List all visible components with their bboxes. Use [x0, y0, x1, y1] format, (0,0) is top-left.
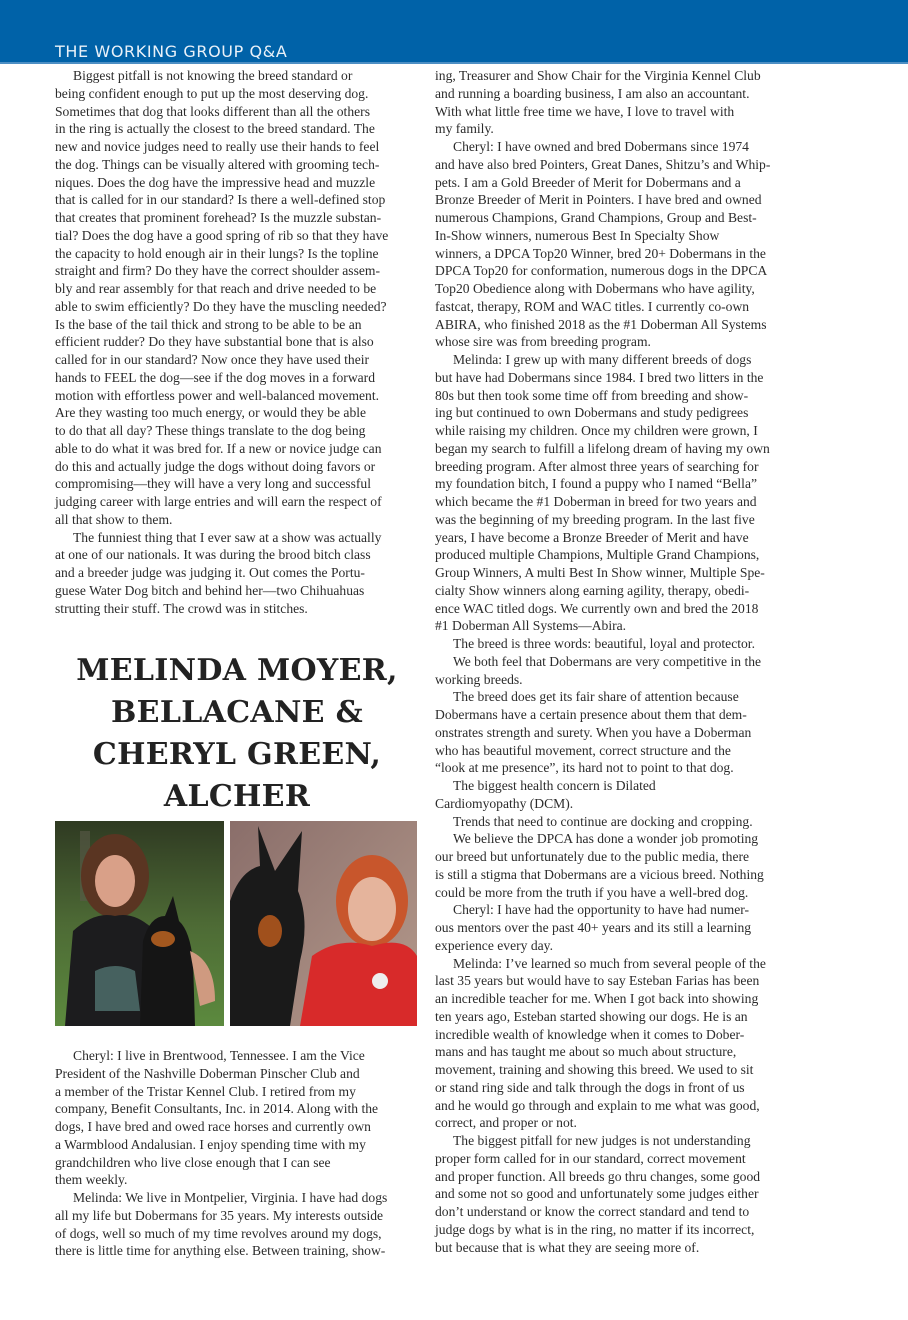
- paragraph: [435, 777, 799, 813]
- text-line: called for in our standard? Now once they have used their: [55, 352, 370, 367]
- text-line: that is called for in our standard? Is there a well-defined stop: [55, 192, 386, 208]
- text-line: ous mentors over the past 40+ years and its still a learning: [435, 920, 752, 935]
- article-headline: [55, 650, 419, 818]
- text-line: efficient rudder? Do they have substantial bone that is also: [55, 334, 374, 350]
- headline-line: BELLACANE &: [111, 695, 363, 730]
- photo-cheryl-green: [230, 821, 417, 1026]
- text-line: fastcat, therapy, ROM and WAC titles. I currently co-own: [435, 298, 750, 314]
- text-line: experience every day.: [435, 937, 553, 953]
- paragraph: [435, 635, 799, 653]
- text-line: winners, a DPCA Top20 Winner, bred 20+ Dobermans in the: [435, 245, 766, 261]
- text-line: a member of the Tristar Kennel Club. I retired from my: [55, 1083, 356, 1099]
- text-line: there is little time for anything else. Between training, show-: [55, 1243, 386, 1259]
- paragraph: [435, 653, 799, 689]
- text-line: Is the base of the tail thick and strong to be able to be an: [55, 316, 362, 332]
- text-line: a Warmblood Andalusian. I enjoy spending time with my: [55, 1136, 366, 1152]
- text-line: which became the #1 Doberman in breed for two years and: [435, 494, 757, 509]
- text-line: tial? Does the dog have a good spring of rib so that they have: [55, 227, 389, 243]
- text-line: ence WAC titled dogs. We currently own and bred the 2018: [435, 600, 759, 616]
- text-line: began my search to fulfill a lifelong dream of having my own: [435, 440, 770, 456]
- text-line: ten years ago, Esteban started showing our dogs. He is an: [435, 1008, 748, 1024]
- paragraph: [435, 688, 799, 777]
- text-line: breeding program. After almost three years of searching for: [435, 458, 759, 474]
- text-line: Sometimes that dog that looks different than all the others: [55, 103, 370, 119]
- text-line: mans and has taught me about so much about structure,: [435, 1044, 737, 1060]
- text-line: being confident enough to put up the most deserving dog.: [55, 85, 369, 101]
- text-line: proper form called for in our standard, correct movement: [435, 1150, 746, 1166]
- paragraph: [435, 351, 799, 635]
- text-line: “look at me presence”, its hard not to point to that dog.: [435, 760, 734, 776]
- text-line: Are they wasting too much energy, or would they be able: [55, 405, 367, 421]
- paragraph: [55, 1047, 419, 1189]
- text-line: motion with effortless power and well-balanced movement.: [55, 387, 380, 403]
- text-line: and running a boarding business, I am also an accountant.: [435, 85, 750, 101]
- text-line: incredible wealth of knowledge when it comes to Dober-: [435, 1026, 745, 1042]
- paragraph: [435, 138, 799, 351]
- text-line: Cheryl: I live in Brentwood, Tennessee. I am the Vice: [73, 1048, 365, 1063]
- text-line: guese Water Dog bitch and behind her—two Chihuahuas: [55, 582, 365, 598]
- text-line: Group Winners, A multi Best In Show winner, Multiple Spe-: [435, 565, 765, 580]
- text-line: new and novice judges need to really use their hands to feel: [55, 139, 380, 154]
- text-line: straight and firm? Do they have the correct shoulder assem-: [55, 263, 381, 279]
- text-line: of dogs, well so much of my time revolves around my dogs,: [55, 1225, 382, 1241]
- text-line: ABIRA, who finished 2018 as the #1 Doberman All Systems: [435, 316, 767, 332]
- text-line: and he would go through and explain to me what was good,: [435, 1097, 760, 1113]
- text-line: all that show to them.: [55, 511, 173, 527]
- text-line: is still a stigma that Dobermans are a vicious breed. Nothing: [435, 866, 764, 882]
- headline-line: CHERYL GREEN,: [92, 737, 382, 772]
- text-line: Biggest pitfall is not knowing the breed standard or: [73, 68, 353, 83]
- text-line: and proper function. All breeds go thru changes, some good: [435, 1168, 761, 1184]
- text-line: correct, and proper or not.: [435, 1115, 577, 1131]
- text-line: The breed does get its fair share of attention because: [453, 689, 739, 705]
- text-line: DPCA Top20 for conformation, numerous dogs in the DPCA: [435, 263, 768, 279]
- text-line: but because that is what they are seeing more of.: [435, 1239, 700, 1255]
- text-line: Dobermans have a certain presence about them that dem-: [435, 707, 747, 722]
- paragraph: [435, 67, 799, 138]
- paragraph: [55, 1189, 419, 1260]
- text-line: judge dogs by what is in the ring, no matter if its incorrect,: [435, 1221, 755, 1237]
- text-line: Top20 Obedience along with Dobermans who have agility,: [435, 281, 755, 296]
- headline-line: ALCHER: [163, 779, 311, 814]
- text-line: and a breeder judge was judging it. Out comes the Portu-: [55, 565, 365, 580]
- text-line: pets. I am a Gold Breeder of Merit for Dobermans and a: [435, 174, 741, 190]
- text-line: in the ring is actually the closest to the breed standard. The: [55, 121, 375, 137]
- paragraph: [435, 1132, 799, 1256]
- text-line: them weekly.: [55, 1172, 128, 1188]
- text-line: whose sire was from breeding program.: [435, 334, 651, 350]
- text-line: Trends that need to continue are docking and cropping.: [453, 813, 753, 829]
- photo-melinda-moyer: [55, 821, 224, 1026]
- text-line: dogs, I have bred and owed race horses and currently own: [55, 1119, 371, 1134]
- left-column-top: [55, 67, 419, 617]
- text-line: The biggest health concern is Dilated: [453, 778, 656, 793]
- text-line: Cheryl: I have owned and bred Dobermans since 1974: [453, 139, 749, 154]
- text-line: able to swim efficiently? Do they have the muscling needed?: [55, 298, 387, 314]
- text-line: Melinda: I’ve learned so much from several people of the: [453, 955, 766, 971]
- right-column: [435, 67, 799, 1256]
- text-line: bly and rear assembly for that reach and drive needed to be: [55, 281, 377, 296]
- text-line: judging career with large entries and will earn the respect of: [55, 494, 382, 509]
- text-line: at one of our nationals. It was during the brood bitch class: [55, 547, 371, 563]
- text-line: to do that all day? These things translate to the dog being: [55, 423, 366, 438]
- paragraph: [435, 830, 799, 901]
- text-line: compromising—they will have a very long and successful: [55, 476, 371, 492]
- text-line: the dog. Things can be visually altered with grooming tech-: [55, 156, 380, 172]
- text-line: The biggest pitfall for new judges is not understanding: [453, 1133, 751, 1148]
- header-band: [0, 0, 908, 64]
- text-line: movement, training and showing this breed. We used to sit: [435, 1062, 754, 1077]
- text-line: We believe the DPCA has done a wonder job promoting: [453, 831, 759, 847]
- text-line: the capacity to hold enough air in their lungs? Is the topline: [55, 245, 379, 261]
- text-line: able to do what it was bred for. If a new or novice judge can: [55, 440, 382, 456]
- paragraph: [435, 901, 799, 954]
- text-line: niques. Does the dog have the impressive head and muzzle: [55, 174, 376, 190]
- text-line: In-Show winners, numerous Best In Specialty Show: [435, 227, 720, 243]
- left-column-bottom: [55, 1047, 419, 1260]
- text-line: that creates that prominent forehead? Is the muzzle substan-: [55, 210, 382, 225]
- text-line: last 35 years but would have to say Esteban Farias has been: [435, 973, 760, 989]
- text-line: 80s but then took some time off from breeding and show-: [435, 387, 749, 403]
- text-line: The breed is three words: beautiful, loyal and protector.: [453, 636, 755, 651]
- paragraph: [435, 813, 799, 831]
- text-line: #1 Doberman All Systems—Abira.: [435, 618, 627, 634]
- text-line: produced multiple Champions, Multiple Grand Champions,: [435, 547, 760, 563]
- section-title: THE WORKING GROUP Q&A: [55, 42, 288, 61]
- paragraph: [435, 955, 799, 1133]
- text-line: grandchildren who live close enough that I can see: [55, 1154, 331, 1170]
- text-line: Bronze Breeder of Merit in Pointers. I have bred and owned: [435, 192, 762, 208]
- text-line: could be more from the truth if you have a well-bred dog.: [435, 884, 749, 900]
- text-line: With what little free time we have, I love to travel with: [435, 103, 735, 119]
- text-line: strutting their stuff. The crowd was in stitches.: [55, 600, 308, 616]
- text-line: my family.: [435, 121, 494, 137]
- text-line: Melinda: I grew up with many different breeds of dogs: [453, 352, 752, 367]
- text-line: cialty Show winners along earning agility, therapy, obedi-: [435, 582, 750, 598]
- text-line: ing, Treasurer and Show Chair for the Virginia Kennel Club: [435, 68, 761, 83]
- text-line: who has beautiful movement, correct structure and the: [435, 742, 731, 758]
- text-line: but have had Dobermans since 1984. I bred two litters in the: [435, 369, 764, 385]
- text-line: our breed but unfortunately due to the public media, there: [435, 849, 750, 864]
- text-line: President of the Nashville Doberman Pinscher Club and: [55, 1065, 360, 1081]
- text-line: and have also bred Pointers, Great Danes, Shitzu’s and Whip-: [435, 156, 771, 172]
- text-line: Melinda: We live in Montpelier, Virginia. I have had dogs: [73, 1190, 388, 1205]
- text-line: Cheryl: I have had the opportunity to have had numer-: [453, 902, 750, 918]
- text-line: We both feel that Dobermans are very competitive in the: [453, 653, 762, 669]
- text-line: and some not so good and unfortunately some judges either: [435, 1186, 759, 1202]
- text-line: an incredible teacher for me. When I got back into showing: [435, 991, 759, 1006]
- text-line: hands to FEEL the dog—see if the dog moves in a forward: [55, 369, 376, 385]
- text-line: or stand ring side and talk through the dogs in front of us: [435, 1079, 745, 1095]
- paragraph: [55, 529, 419, 618]
- text-line: working breeds.: [435, 671, 523, 687]
- text-line: The funniest thing that I ever saw at a show was actually: [73, 529, 382, 545]
- text-line: Cardiomyopathy (DCM).: [435, 795, 574, 811]
- text-line: years, I have become a Bronze Breeder of Merit and have: [435, 529, 749, 545]
- text-line: ing but continued to own Dobermans and study pedigrees: [435, 405, 749, 421]
- headline-line: MELINDA MOYER,: [76, 653, 398, 688]
- text-line: numerous Champions, Grand Champions, Group and Best-: [435, 210, 757, 225]
- text-line: my foundation bitch, I found a puppy who I named “Bella”: [435, 476, 758, 492]
- text-line: all my life but Dobermans for 35 years. My interests outside: [55, 1207, 384, 1223]
- text-line: was the beginning of my breeding program. In the last five: [435, 511, 755, 527]
- text-line: company, Benefit Consultants, Inc. in 2014. Along with the: [55, 1101, 379, 1117]
- paragraph: [55, 67, 419, 529]
- text-line: do this and actually judge the dogs without doing favors or: [55, 458, 376, 474]
- text-line: don’t understand or know the correct standard and tend to: [435, 1204, 750, 1219]
- text-line: while raising my children. Once my children were grown, I: [435, 423, 758, 438]
- text-line: onstrates strength and surety. When you have a Doberman: [435, 724, 752, 740]
